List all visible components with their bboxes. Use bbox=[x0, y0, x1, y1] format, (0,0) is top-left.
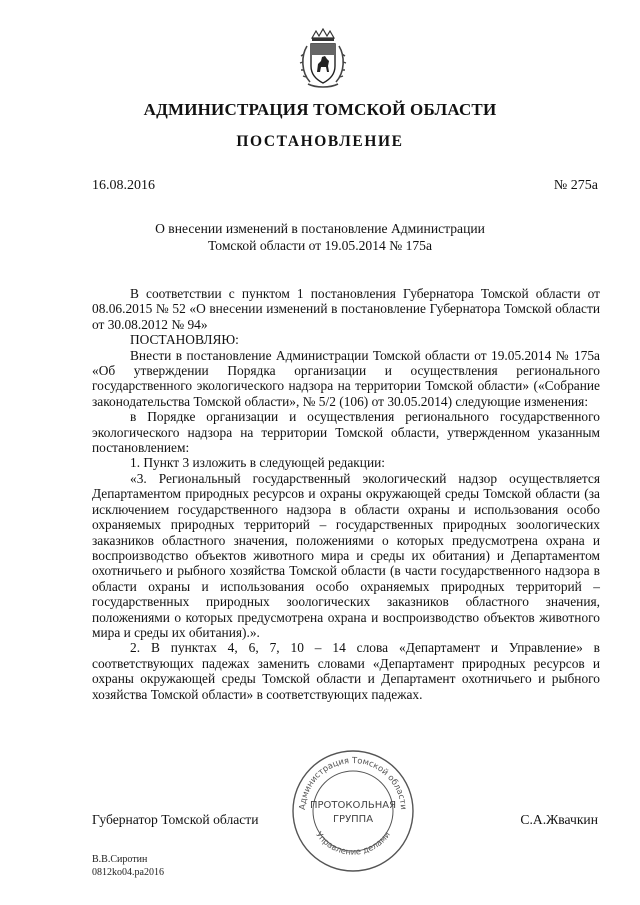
stamp-ring-bottom: Управление делами bbox=[314, 829, 392, 857]
body-paragraph: 1. Пункт 3 изложить в следующей редакции: bbox=[130, 455, 386, 471]
body-paragraph: в Порядке организации и осуществления регионального государственного экологического надзора на территории Томской области, утвержденном указанным постановлением: bbox=[92, 409, 600, 456]
protocol-group-stamp bbox=[290, 748, 416, 874]
document-date: 16.08.2016 bbox=[92, 178, 155, 193]
subject-line: О внесении изменений в постановление Администрации bbox=[155, 221, 485, 236]
stamp-ring-top: Администрация Томской области bbox=[296, 754, 410, 811]
signatory-title: Губернатор Томской области bbox=[92, 812, 259, 827]
stamp-inner-line: ГРУППА bbox=[332, 814, 374, 825]
document-subject bbox=[0, 220, 640, 254]
executor-name: В.В.Сиротин bbox=[92, 854, 148, 865]
file-reference: 0812ko04.pa2016 bbox=[92, 867, 164, 878]
document-type: ПОСТАНОВЛЕНИЕ bbox=[236, 133, 404, 150]
stamp-inner-line: ПРОТОКОЛЬНАЯ bbox=[309, 800, 397, 811]
document-body bbox=[92, 286, 600, 702]
body-paragraph-resolve: ПОСТАНОВЛЯЮ: bbox=[130, 332, 239, 348]
subject-line: Томской области от 19.05.2014 № 175а bbox=[208, 238, 432, 253]
body-paragraph: «3. Региональный государственный экологический надзор осуществляется Департаментом природных ресурсов и охраны окружающей среды Томской области (за исключением государственного надзора в области охраны и использования особо охраняемых природных территорий – государственных природных зоологических заказников областного значения, положениями о которых предусмотрена охрана и воспроизводство объектов животного мира и среды их обитания) и Департаментом охотничьего и рыбного хозяйства Томской области (в части государственного надзора в области охраны и использования особо охраняемых природных территорий – государственных природных зоологических заказников областного значения, положениями о которых предусмотрена охрана и воспроизводство объектов животного мира и среды их обитания).». bbox=[92, 470, 600, 640]
signatory-name: С.А.Жвачкин bbox=[520, 812, 598, 827]
svg-text:Управление делами bbox=[314, 830, 392, 857]
tomsk-coat-of-arms-icon bbox=[298, 28, 348, 90]
executor-note bbox=[92, 853, 164, 879]
organization-title: АДМИНИСТРАЦИЯ ТОМСКОЙ ОБЛАСТИ bbox=[143, 100, 497, 119]
body-paragraph: В соответствии с пунктом 1 постановления Губернатора Томской области от 08.06.2015 № 52 «О внесении изменений в постановление Губернатора Томской области от 30.08.2012 № 94» bbox=[92, 286, 600, 332]
body-paragraph: Внести в постановление Администрации Томской области от 19.05.2014 № 175а «Об утверждении Порядка организации и осуществления регионального государственного экологического надзора на территории Томской области» («Собрание законодательства Томской области», № 5/2 (106) от 30.05.2014) следующие изменения: bbox=[92, 347, 600, 409]
document-number: № 275а bbox=[553, 178, 598, 193]
body-paragraph: 2. В пунктах 4, 6, 7, 10 – 14 слова «Департамент и Управление» в соответствующих падежах заменить словами «Департамент природных ресурсов и охраны окружающей среды Томской области и Департамент охотничьего и рыбного хозяйства Томской области» в соответствующих падежах. bbox=[92, 640, 600, 702]
